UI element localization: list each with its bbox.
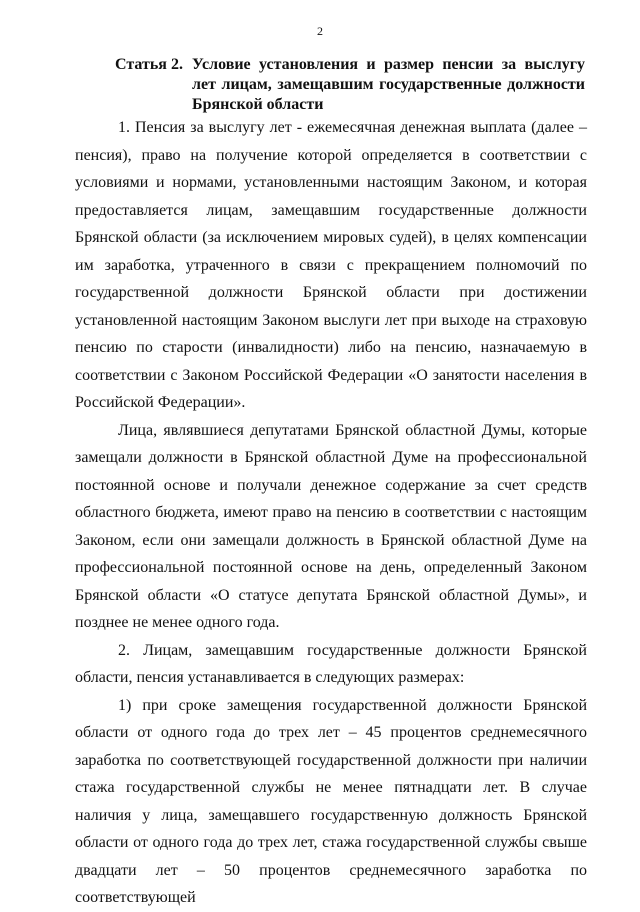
paragraph-pension-definition: 1. Пенсия за выслугу лет - ежемесячная денежная выплата (далее – пенсия), право на получение которой определяется в соответствии с условиями и нормами, установленными настоящим Законом, и которая предоставляется лицам, замещавшим государственные должности Брянской области (за исключением мировых судей), в целях компенсации им заработка, утраченного в связи с прекращением полномочий по государственной должности Брянской области при достижении установленной настоящим Законом выслуги лет при выходе на страховую пенсию по старости (инвалидности) либо на пенсию, назначаемую в соответствии с Законом Российской Федерации «О занятости населения в Российской Федерации». xyxy=(75,119,587,411)
article-label: Статья 2. xyxy=(115,56,183,73)
page-number: 2 xyxy=(317,24,323,38)
paragraph-pension-amounts: 2. Лицам, замещавшим государственные должности Брянской области, пенсия устанавливается в следующих размерах: xyxy=(75,641,587,686)
article-body xyxy=(75,114,587,912)
article-title: Условие установления и размер пенсии за выслугу лет лицам, замещавшим государственные должности Брянской области xyxy=(192,56,585,113)
paragraph-item-1: 1) при сроке замещения государственной должности Брянской области от одного года до трех лет – 45 процентов среднемесячного заработка по соответствующей государственной должности при наличии стажа государственной службы не менее пятнадцати лет. В случае наличия у лица, замещавшего государственную должность Брянской области от одного года до трех лет, стажа государственной службы свыше двадцати лет – 50 процентов среднемесячного заработка по соответствующей xyxy=(75,696,587,906)
paragraph-deputies: Лица, являвшиеся депутатами Брянской областной Думы, которые замещали должности в Брянской областной Думе на профессиональной постоянной основе и получали денежное содержание за счет средств областного бюджета, имеют право на пенсию в соответствии с настоящим Законом, если они замещали должность в Брянской областной Думе на профессиональной постоянной основе на день, определенный Законом Брянской области «О статусе депутата Брянской областной Думы», и позднее не менее одного года. xyxy=(75,421,587,631)
article-heading xyxy=(115,55,585,115)
